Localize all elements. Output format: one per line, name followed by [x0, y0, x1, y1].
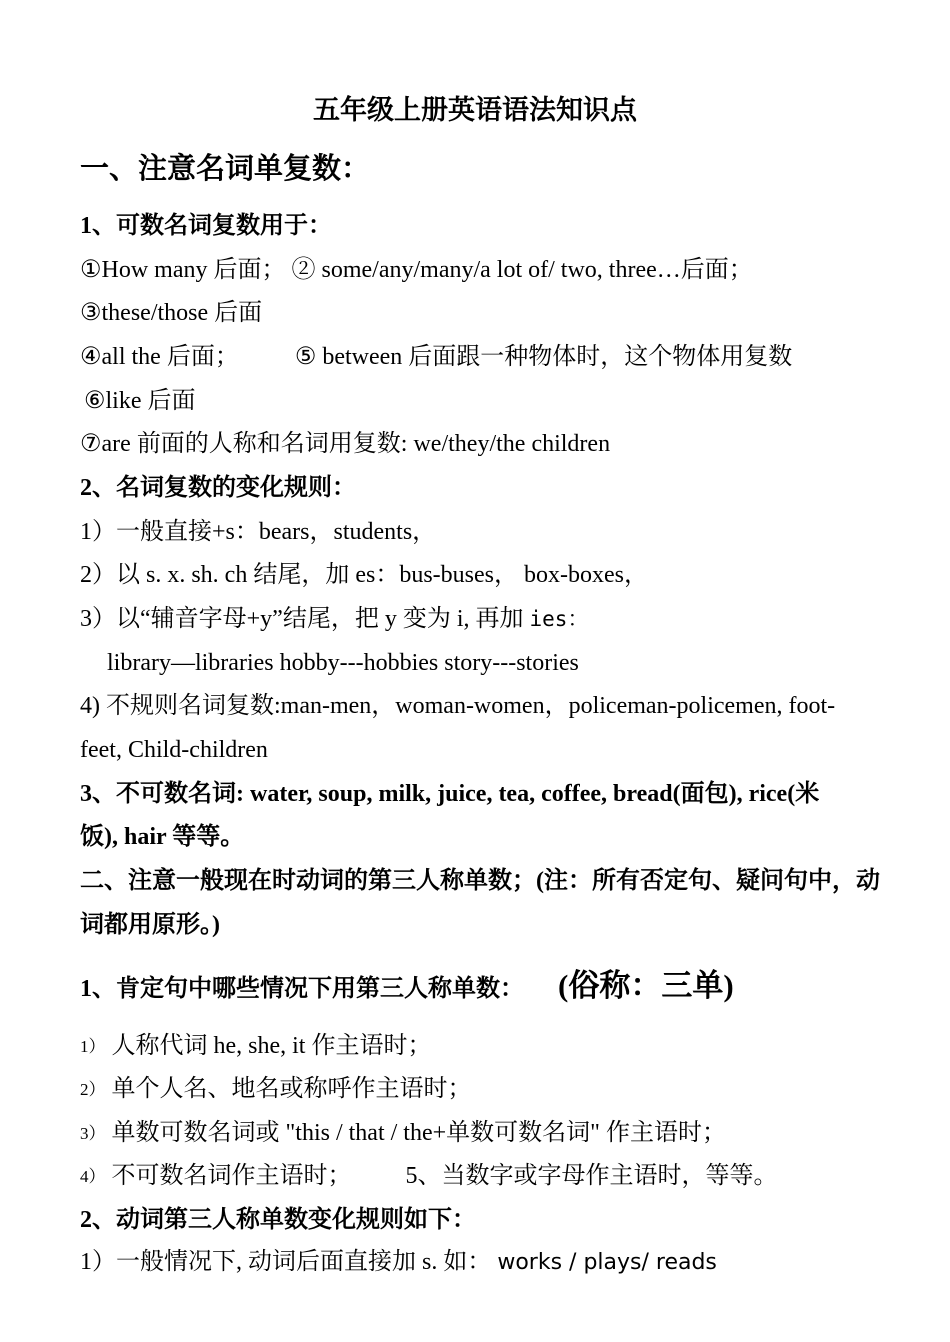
- plural-usage-all-the: ④all the 后面；: [80, 344, 239, 370]
- plural-rule-3-text: 3）以“辅音字母+y”结尾，把 y 变为 i, 再加: [80, 606, 524, 632]
- case-number: 3）: [80, 1124, 106, 1143]
- third-person-case-5: 5、当数字或字母作主语时，等等。: [405, 1163, 778, 1189]
- plural-usage-line-5: ⑦are 前面的人称和名词用复数: we/they/the children: [80, 431, 611, 457]
- uncountable-nouns-line-1: 3、不可数名词: water, soup, milk, juice, tea, coffee, bread(面包), rice(米: [80, 781, 820, 807]
- case-number: 4）: [80, 1167, 106, 1186]
- plural-usage-line-4: ⑥like 后面: [84, 388, 196, 414]
- section-1-heading: 一、注意名词单复数：: [80, 153, 371, 185]
- plural-rule-4-line-2: feet, Child-children: [80, 737, 268, 763]
- case-text: 人称代词 he, she, it 作主语时；: [111, 1033, 432, 1059]
- verb-rule-1-text: 1）一般情况下, 动词后面直接加 s. 如：: [80, 1249, 492, 1275]
- verb-rule-1-examples: works / plays/ reads: [497, 1250, 717, 1275]
- page-title: 五年级上册英语语法知识点: [313, 95, 637, 125]
- section-2-heading-line-1: 二、注意一般现在时动词的第三人称单数；(注：所有否定句、疑问句中，动: [80, 868, 880, 894]
- plural-rule-3-suffix: ies：: [529, 607, 589, 631]
- section-2-1-heading-text: 1、肯定句中哪些情况下用第三人称单数：: [80, 976, 524, 1002]
- section-2-2-heading: 2、动词第三人称单数变化规则如下：: [80, 1207, 476, 1233]
- case-text: 单数可数名词或 "this / that / the+单数可数名词" 作主语时；: [111, 1120, 726, 1146]
- verb-rule-1: [80, 1246, 905, 1279]
- case-text: 单个人名、地名或称呼作主语时；: [111, 1076, 472, 1102]
- case-text: 不可数名词作主语时；: [111, 1163, 352, 1189]
- plural-rule-3-examples: library—libraries hobby---hobbies story---stories: [107, 650, 579, 676]
- uncountable-nouns-line-2: 饭), hair 等等。: [80, 824, 245, 850]
- case-number: 2）: [80, 1080, 106, 1099]
- plural-usage-line-2: ③these/those 后面: [80, 300, 263, 326]
- plural-rule-2: 2）以 s. x. sh. ch 结尾，加 es：bus-buses， box-boxes，: [80, 562, 648, 588]
- section-1-2-heading: 2、名词复数的变化规则：: [80, 475, 356, 501]
- third-person-case-3: [80, 1117, 905, 1150]
- third-person-case-2: [80, 1073, 905, 1106]
- third-person-case-1: [80, 1030, 905, 1063]
- plural-rule-3: [80, 603, 905, 635]
- third-person-case-4: [80, 1160, 905, 1193]
- section-2-1-nickname: (俗称：三单): [558, 968, 734, 1003]
- plural-usage-line-3: [80, 341, 905, 373]
- plural-rule-1: 1）一般直接+s：bears，students，: [80, 519, 437, 545]
- plural-usage-line-1: ①How many 后面； ② some/any/many/a lot of/ two, three…后面；: [80, 257, 753, 283]
- plural-usage-between: ⑤ between 后面跟一种物体时，这个物体用复数: [294, 344, 793, 370]
- case-number: 1）: [80, 1037, 106, 1056]
- plural-rule-4-line-1: 4) 不规则名词复数:man-men，woman-women，policeman-policemen, foot-: [80, 693, 836, 719]
- section-2-heading-line-2: 词都用原形。): [80, 912, 220, 938]
- section-1-1-heading: 1、可数名词复数用于：: [80, 213, 332, 239]
- section-2-1-heading: [80, 966, 905, 1006]
